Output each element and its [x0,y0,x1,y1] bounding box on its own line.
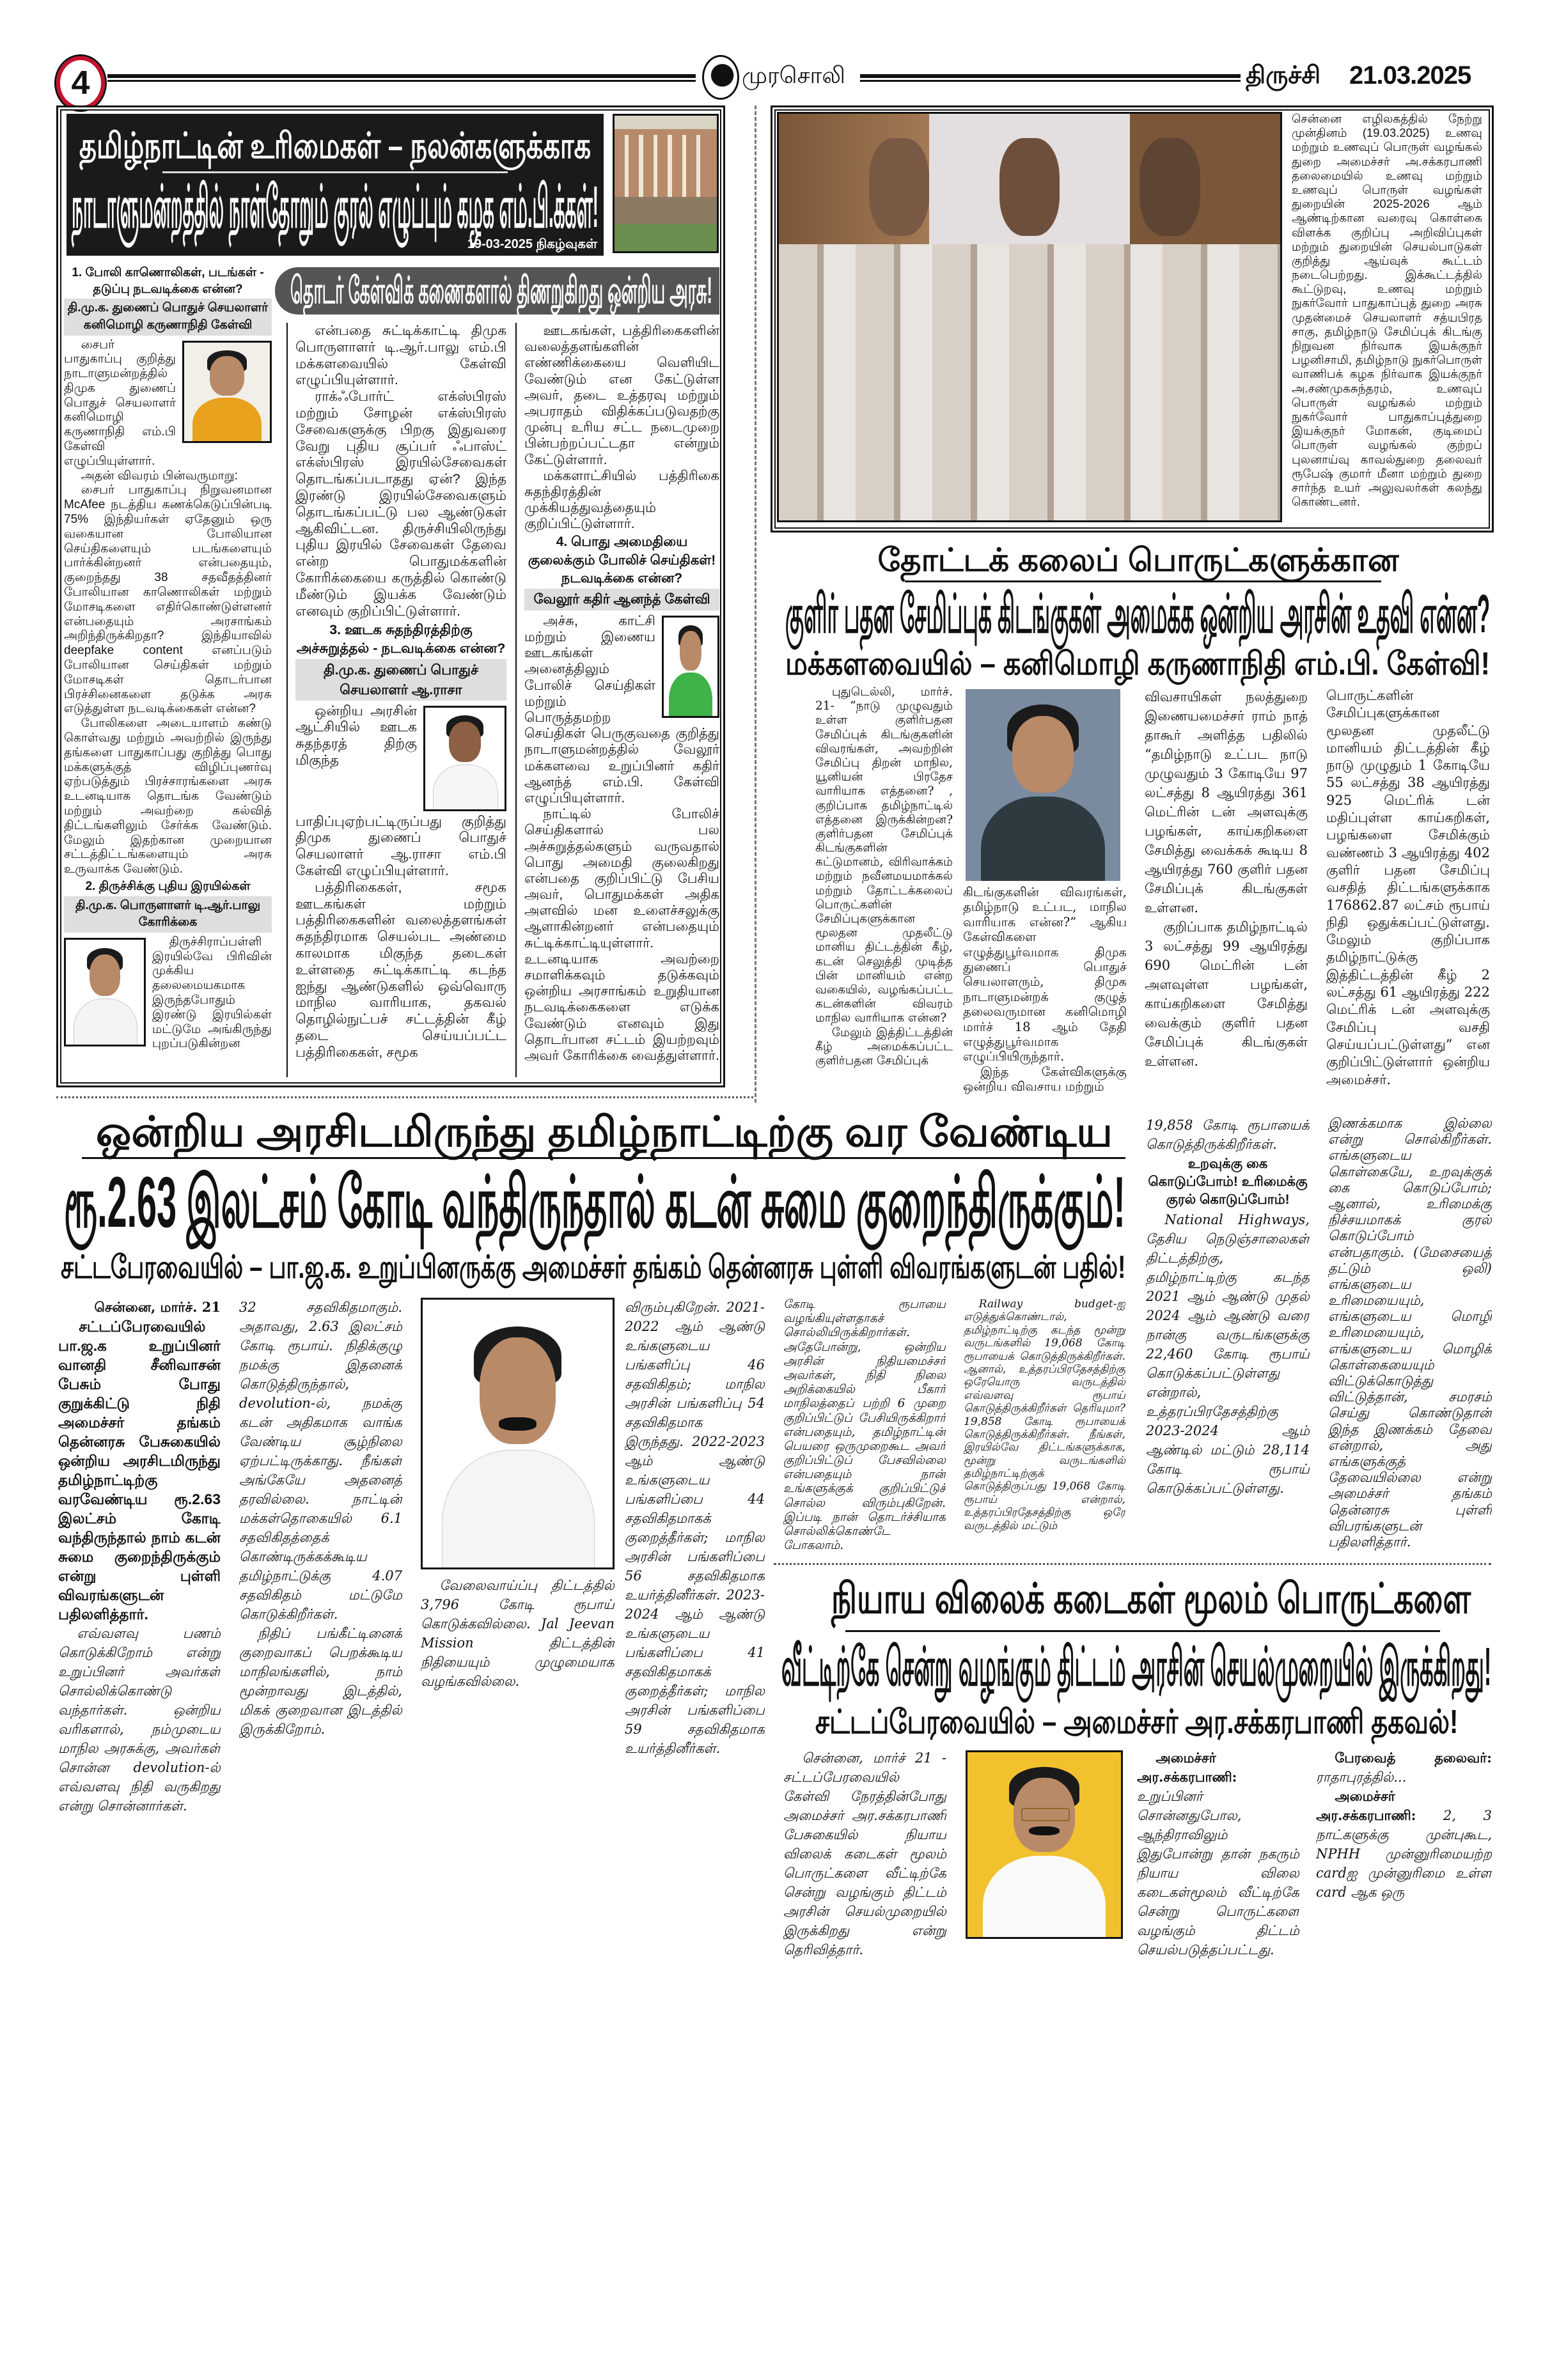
question-2-byline: தி.மு.க. பொருளாளர் டி.ஆர்.பாலு கோரிக்கை [64,896,272,933]
debt-column-6 [964,1298,1125,1557]
paragraph: எவ்வளவு பணம் கொடுக்கிறோம் என்று உறுப்பினர் அவர்கள் சொல்லிக்கொண்டு வந்தார்கள். ஒன்றிய வரிகளால், நம்முடைய மாநில அரசுக்கு, அவர்கள் சொன்ன devolution-ல் எவ்வளவு நிதி வருகிறது என்று சொன்னார்கள். [58,1626,221,1814]
paragraph: அச்சு, காட்சி மற்றும் இணைய ஊடகங்கள் அனைத்திலும் போலிச் செய்திகள் மற்றும் பொருத்தமற்ற செய்திகள் பெருகுவதை குறித்து நாடாளுமன்றத்தில் வேலூர் மக்களவை உறுப்பினர் கதிர் ஆனந்த் எம்.பி. கேள்வி எழுப்பியுள்ளார். [524,613,719,805]
paragraph: விவசாயிகள் நலத்துறை இணையமைச்சர் ராம் நாத் தாகூர் அளித்த பதிலில் “தமிழ்நாடு உட்பட நாடு முழுவதும் 3 கோடியே 97 லட்சத்து 8 ஆயிரத்து 361 மெட்ரின் டன் அளவுக்கு பழங்கள், காய்கறிகளை சேமித்து வைக்கக் கூடிய 8 ஆயிரத்து 760 குளிர் பதன சேமிப்புக் கிடங்குகள் உள்ளன. [1145,689,1308,915]
ration-headline: வீட்டிற்கே சென்று வழங்கும் திட்டம் அரசின் செயல்முறையில் இருக்கிறது! [781,1637,1492,1697]
debt-column-5 [783,1298,946,1557]
paragraph: இணக்கமாக இல்லை என்று சொல்கிறீர்கள். எங்களுடைய கொள்கையே, உறவுக்குக் கை கொடுப்போம்; ஆனால், உரிமைக்கு நிச்சயமாகக் குரல் கொடுப்போம் என்பதாகும். (மேசையைத் தட்டும் ஒலி) எங்களுடைய உரிமையையும், எங்களுடைய மொழி உரிமையையும், எங்களுடைய மொழிக் கொள்கையையும் விட்டுக்கொடுத்து விட்டுத்தான், சமரசம் செய்து கொண்டுதான் இந்த இணக்கம் தேவை என்றால், அது எங்களுக்குத் தேவையில்லை என்று அமைச்சர் தங்கம் தென்னரசு புள்ளி விபரங்களுடன் பதிலளித்தார். [1328,1116,1492,1550]
debt-column-1 [58,1298,221,2346]
meeting-caption [1292,112,1482,522]
cold-storage-headline: குளிர் பதன சேமிப்புக் கிடங்குகள் அமைக்க ஒன்றிய அரசின் உதவி என்ன? [785,584,1491,644]
cold-storage-kicker: தோட்டக் கலைப் பொருட்களுக்கான [877,542,1399,578]
lead-paragraph: சட்டப்பேரவையில் பா.ஜ.க உறுப்பினர் வானதி சீனிவாசன் பேசும் போது குறுக்கிட்டு நிதி அமைச்சர் தங்கம் தென்னரசு பேசுகையில் ஒன்றிய அரசிடமிருந்து தமிழ்நாட்டிற்கு வரவேண்டிய ரூ.2.63 இலட்சம் கோடி வந்திருந்தால் நாம் கடன் சுமை குறைந்திருக்கும் என்று புள்ளி விவரங்களுடன் பதிலளித்தார். [58,1318,221,1622]
cold-storage-column-2 [963,885,1127,1098]
review-meeting-photo [777,112,1282,522]
feature-column-1 [64,263,272,1078]
dateline: சென்னை, மார்ச். 21 [94,1299,221,1315]
paragraph: புதுடெல்லி, மார்ச். 21- “நாடு முழுவதும் உள்ள குளிர்பதன சேமிப்புக் கிடங்குகளின் விவரங்கள், அவற்றின் சேமிப்பு திறன் மாநில, யூனியன் பிரதேச வாரியாக எத்தனை? , குறிப்பாக தமிழ்நாட்டில் எத்தனை இருக்கின்றன? குளிர்பதன சேமிப்புக் கிடங்குகளின் கட்டுமானம், விரிவாக்கம் மற்றும் நவீனமயமாக்கல் மற்றும் தோட்டக்கலைப் பொருட்களின் சேமிப்புகளுக்கான மூலதன முதலீட்டு மானிய திட்டத்தின் கீழ், கடன் செலுத்தி முடித்த பின் மானியம் என்ற வகையில், வழங்கப்பட்ட கடன்களின் விவரம் மாநில வாரியாக என்ன? [815,685,953,1025]
ration-subhead: சட்டப்பேரவையில் – அமைச்சர் அர.சக்கரபாணி தகவல்! [815,1704,1459,1741]
parliament-photo [613,114,719,253]
ration-column-4 [1316,1748,1492,2346]
cold-storage-column-3 [1145,687,1308,1096]
debt-headline: ரூ.2.63 இலட்சம் கோடி வந்திருந்தால் கடன் சுமை குறைந்திருக்கும்! [64,1162,1125,1242]
feature-column-3 [524,323,719,1077]
paragraph: நிதிப் பங்கீட்டினைக் குறைவாகப் பெறக்கூடிய மாநிலங்களில், நாம் மூன்றாவது இடத்தில், மிகக் குறைவான இடத்தில் இருக்கிறோம். [239,1626,402,1737]
paragraph: ஊடகங்கள், பத்திரிகைகளின் வலைத்தளங்களின் எண்ணிக்கையை வெளியிட வேண்டும் என கேட்டுள்ள அவர், தடை உத்தரவு மற்றும் அபராதம் விதிக்கப்படுவதற்கு முன்பு உரிய சட்ட நடைமுறை பின்பற்றப்பட்டதா என்றும் கேட்டுள்ளார். [524,323,719,467]
feature-banner [67,114,604,256]
newspaper-logo: முரசொலி [742,62,845,88]
ration-column-1 [783,1748,946,2346]
paragraph: ராக்ஃபோர்ட் எக்ஸ்பிரஸ் மற்றும் சோழன் எக்ஸ்பிரஸ் சேவைகளுக்கு பிறகு இதுவரை வேறு புதிய சூப்பர் ஃபாஸ்ட் எக்ஸ்பிரஸ் இரயில்சேவைகள் தொடங்கப்படாதது ஏன்? இந்த இரண்டு இரயில்சேவைகளும் தொடங்கப்பட்டு பல ஆண்டுகள் ஆகிவிட்டன. திருச்சியிலிருந்து புதிய இரயில் சேவைகள் தேவை என்ற பொதுமக்களின் கோரிக்கையை கருத்தில் கொண்டு மீண்டும் இயக்க வேண்டும் எனவும் குறிப்பிட்டுள்ளார். [295,389,506,619]
sakkarapani-photo [966,1750,1123,1939]
debt-column-4 [625,1298,765,2346]
paragraph: இந்த கேள்விகளுக்கு ஒன்றிய விவசாய மற்றும் [963,1064,1127,1094]
question-3-byline: தி.மு.க. துணைப் பொதுச் செயலாளர் ஆ.ராசா [295,659,506,700]
kanimozhi-portrait [182,341,272,443]
debt-subhead: சட்டபேரவையில் – பா.ஜ.க. உறுப்பினருக்கு அமைச்சர் தங்கம் தென்னரசு புள்ளி விவரங்களுடன் பதில்! [61,1249,1126,1285]
paragraph: சைபர் பாதுகாப்பு குறித்து நாடாளுமன்றத்தில் திமுக துணைப் பொதுச் செயலாளர் கனிமொழி கருணாநிதி எம்.பி கேள்வி எழுப்பியுள்ளார். [64,338,176,468]
paragraph: சென்னை, மார்ச் 21 - சட்டப்பேரவையில் கேள்வி நேரத்தின்போது அமைச்சர் அர.சக்கரபாணி பேசுகையில் நியாய விலைக் கடைகள் மூலம் பொருட்களை வீட்டிற்கே சென்று வழங்கும் திட்டம் அரசின் செயல்முறையில் இருக்கிறது என்று தெரிவித்தார். [783,1750,946,1957]
caption-text: சென்னை எழிலகத்தில் நேற்று முன்தினம் (19.03.2025) உணவு மற்றும் உணவுப் பொருள் வழங்கல் துறை அமைச்சர் அ.சக்கரபாணி தலைமையில் உணவு மற்றும் உணவுப் பொருள் வழங்கள் துறையின் 2025-2026 ஆம் ஆண்டிற்கான வரைவு கொள்கை விளக்க குறிப்பு அறிவிப்புகள் மற்றும் துறையின் செயல்பாடுகள் குறித்து ஆய்வுக் கூட்டம் நடைபெற்றது. இக்கூட்டத்தில் கூட்டுறவு, உணவு மற்றும் நுகர்வோர் பாதுகாப்புத் துறை அரசு முதன்மைச் செயலாளர் சத்யபிரத சாகு, தமிழ்நாடு சேமிப்புக் கிடங்கு நிறுவன நிர்வாக இயக்குநர் பழனிசாமி, தமிழ்நாடு நுகர்பொருள் வாணிபக் கழக நிர்வாக இயக்குநர் அ.சண்முகசுந்தரம், உணவுப் பொருள் வழங்கல் மற்றும் நுகர்வோர் பாதுகாப்புத்துறை இயக்குநர் மோகன், குடிமைப் பொருள் வழங்கல் குற்றப் புலனாய்வு காவல்துறை தலைவர் ரூபேஷ் குமார் மீனா மற்றும் துறை சார்ந்த உயர் அலுவலர்கள் கலந்து கொண்டனர். [1292,112,1482,509]
paragraph: குறிப்பாக தமிழ்நாட்டில் 3 லட்சத்து 99 ஆயிரத்து 690 மெட்ரின் டன் அளவுள்ள பழங்கள், காய்கறிகளை சேமித்து வைக்கும் குளிர் பதன சேமிப்புக் கிடங்குகள் உள்ளன. [1145,919,1308,1069]
paragraph: பத்திரிகைகள், சமூக ஊடகங்கள் மற்றும் பத்திரிகைகளின் வலைத்தளங்கள் சுதந்திரமாக செயல்பட அண்மை காலமாக மிகுந்த தடைகள் உள்ளதை சுட்டிக்காட்டி கடந்த ஐந்து ஆண்டுகளில் ஒவ்வொரு மாநில வாரியாக, தகவல் தொழில்நுட்பச் சட்டத்தின் கீழ் தடை செய்யப்பட்ட பத்திரிகைகள், சமூக [295,879,506,1060]
cold-storage-subhead: மக்களவையில் – கனிமொழி கருணாநிதி எம்.பி. கேள்வி! [785,646,1491,681]
paragraph: ஒன்றிய அரசின் ஆட்சியில் ஊடக சுதந்தரத் திற்கு மிகுந்த பாதிப்புஏற்பட்டிருப்பது குறித்து திமுக துணைப் பொதுச் செயலாளர் ஆ.ராசா எம்.பி கேள்வி எழுப்பியுள்ளார். [295,703,506,878]
paragraph: விரும்புகிறேன். 2021-2022 ஆம் ஆண்டு உங்களுடைய பங்களிப்பு 46 சதவிகிதம்; மாநில அரசின் பங்களிப்பு 54 சதவிகிதமாக இருந்தது. 2022-2023 ஆம் ஆண்டு உங்களுடைய பங்களிப்பை 44 சதவிகிதமாகக் குறைத்தீர்கள்; மாநில அரசின் பங்களிப்பை 56 சதவிகிதமாக உயர்த்தினீர்கள். 2023-2024 ஆம் ஆண்டு உங்களுடைய பங்களிப்பை 41 சதவிகிதமாகக் குறைத்தீர்கள்; மாநில அரசின் பங்களிப்பை 59 சதவிகிதமாக உயர்த்தினீர்கள். [625,1300,765,1756]
a-raja-portrait [423,706,506,811]
paragraph: நாட்டில் போலிச் செய்திகளால் பல அச்சுறுத்தல்களும் வருவதால் பொது அமைதி குலைகிறது என்பதை குறிப்பிட்டு பேசிய அவர், பொதுமக்கள் அதிக அளவில் மன உளைச்சலுக்கு ஆளாகின்றனர் என்பதையும் சுட்டிக்காட்டியுள்ளார். உடனடியாக அவற்றை சமாளிக்கவும் தடுக்கவும் ஒன்றிய அரசாங்கம் உறுதியான நடவடிக்கைகளை எடுக்க வேண்டும் எனவும் இது தொடர்பான சட்டம் இயற்றவும் அவர் கோரிக்கை வைத்துள்ளார். [524,807,719,1063]
paragraph: 19,858 கோடி ரூபாயைக் கொடுத்திருக்கிறீர்கள். [1146,1117,1310,1152]
ration-column-2 [966,1947,1123,2346]
debt-inline-subhead: உறவுக்கு கை கொடுப்போம்! உரிமைக்கு குரல் கொடுப்போம்! [1148,1156,1308,1207]
speaker-label: பேரவைத் தலைவர்: [1335,1750,1492,1766]
speaker-label: அமைச்சர் அர.சக்கரபாணி: [1316,1788,1416,1823]
paragraph: திருச்சிராப்பள்ளி இரயில்வே பிரிவின் முக்கிய தலைமையகமாக இருந்தபோதும் இரண்டு இரயில்கள் மட்டுமே அங்கிருந்து புறப்படுகின்றன [152,935,272,1051]
header-rule [860,74,1241,82]
kanimozhi-photo [966,689,1120,881]
question-2-title: 2. திருச்சிக்கு புதிய இரயில்கள் [85,879,251,893]
cold-storage-column-1 [815,685,953,1098]
feature-date-tag: 19-03-2025 நிகழ்வுகள் [467,237,597,251]
paragraph: National Highways, தேசிய நெடுஞ்சாலைகள் திட்டத்திற்கு, தமிழ்நாட்டிற்கு கடந்த 2021 ஆம் ஆண்டு முதல் 2024 ஆம் ஆண்டு வரை நான்கு வருடங்களுக்கு 22,460 கோடி ரூபாய் கொடுக்கப்பட்டுள்ளது என்றால், உத்தரப்பிரதேசத்திற்கு 2023-2024 ஆம் ஆண்டில் மட்டும் 28,114 கோடி ரூபாய் கொடுக்கப்பட்டுள்ளது. [1146,1212,1310,1496]
feature-column-2 [295,323,506,1077]
question-1-byline: தி.மு.க. துணைப் பொதுச் செயலாளர் கனிமொழி கருணாநிதி கேள்வி [64,299,272,335]
question-3-title: 3. ஊடக சுதந்திரத்திற்கு அச்சுறுத்தல் - நடவடிக்கை என்ன? [296,622,506,657]
edition-label: திருச்சி [1246,62,1321,89]
page-number: 4 [56,56,105,110]
ration-kicker: நியாய விலைக் கடைகள் மூலம் பொருட்களை [831,1575,1471,1622]
speaker-label: அமைச்சர் அர.சக்கரபாணி: [1137,1750,1237,1785]
paragraph: கோடி ரூபாயை வழங்கியுள்ளதாகச் சொல்லியிருக்கிறார்கள். அதேபோன்று, ஒன்றிய அரசின் நிதியமைச்சர் அவர்கள், நிதி நிலை அறிக்கையில் பீகார் மாநிலத்தைப் பற்றி 6 முறை குறிப்பிட்டுப் பேசியிருக்கிறார் என்பதையும், தமிழ்நாட்டின் பெயரை ஒருமுறைகூட அவர் குறிப்பிட்டுப் பேசவில்லை என்பதையும் நான் உங்களுக்குக் குறிப்பிட்டுச் சொல்ல விரும்புகிறேன். இப்படி நான் தொடர்ச்சியாக சொல்லிக்கொண்டே போகலாம். [783,1298,946,1553]
ration-column-3 [1137,1748,1299,2346]
debt-column-3 [421,1576,615,2346]
logo-icon [702,55,739,100]
question-1-title: 1. போலி காணொலிகள், படங்கள் - தடுப்பு நடவடிக்கை என்ன? [72,266,264,296]
paragraph: கிடங்குகளின் விவரங்கள், தமிழ்நாடு உட்பட, மாநில வாரியாக என்ன?” ஆகிய கேள்விகளை எழுத்துபூர்வமாக திமுக துணைப் பொதுச் செயலாளரும், திமுக நாடாளுமன்றக் குழுத் தலைவருமான கனிமொழி மார்ச் 18 ஆம் தேதி எழுத்துபூர்வமாக எழுப்பியிருந்தார். [963,885,1127,1064]
debt-column-2 [239,1298,402,2346]
feature-subbanner: தொடர் கேள்விக் கணைகளால் திணறுகிறது ஒன்றிய அரசு! [275,267,719,315]
kathir-anand-portrait [662,616,719,718]
feature-headline: நாடாளுமன்றத்தில் நாள்தோறும் குரல் எழுப்பும் கழக எம்.பி.க்கள்! [72,175,599,240]
paragraph: பொருட்களின் சேமிப்புகளுக்கான மூலதன முதலீட்டு மானியம் திட்டத்தின் கீழ் நாடு முழுதும் 1 கோடியே 55 லட்சத்து 38 ஆயிரத்து 925 மெட்ரிக் டன் மதிப்புள்ள காய்கறிகள், பழங்களை சேமிக்கும் வண்ணம் 3 ஆயிரத்து 402 குளிர் பதன சேமிப்பு வசதித் திட்டங்களுக்காக 176862.87 லட்சம் ரூபாய் நிதி ஒதுக்கப்பட்டுள்ளது. மேலும் குறிப்பாக தமிழ்நாட்டுக்கு இத்திட்டத்தின் கீழ் 2 லட்சத்து 61 ஆயிரத்து 222 மெட்ரிக் டன் அளவுக்கு சேமிப்பு வசதி செய்யப்பட்டுள்ளது” என குறிப்பிட்டுள்ளார் ஒன்றிய அமைச்சர். [1326,688,1490,1087]
paragraph: Railway budget-ஐ எடுத்துக்கொண்டால், தமிழ்நாட்டிற்கு கடந்த மூன்று வருடங்களில் 19,068 கோடி ரூபாயைக் கொடுத்திருக்கிறீர்கள். ஆனால், உத்தரப்பிரதேசத்திற்கு ஒரேயொரு வருடத்தில் எவ்வளவு ரூபாய் கொடுத்திருக்கிறீர்கள் தெரியுமா? 19,858 கோடி ரூபாயைக் கொடுத்திருக்கிறீர்கள். நீங்கள், இரயில்வே திட்டங்களுக்காக, மூன்று வருடங்களில் தமிழ்நாட்டிற்குக் கொடுத்திருப்பது 19,068 கோடி ரூபாய் என்றால், உத்தரப்பிரதேசத்திற்கு ஒரே வருடத்தில் மட்டும் [964,1298,1125,1532]
paragraph: வேலைவாய்ப்பு திட்டத்தில் 3,796 கோடி ரூபாய் கொடுக்கவில்லை. Jal Jeevan Mission திட்டத்தின் நிதியையும் முழுமையாக வழங்கவில்லை. [421,1578,615,1689]
debt-column-7 [1146,1116,1310,1557]
cold-storage-column-4 [1326,687,1490,1096]
debt-column-8 [1328,1116,1492,1557]
paragraph: 2, 3 நாட்களுக்கு முன்புகூட, NPHH முன்னுரிமையற்ற cardஐ முன்னுரிமை உள்ள card ஆக ஒரு [1316,1808,1492,1900]
paragraph: போலிகளை அடையாளம் கண்டு கொள்வது மற்றும் அவற்றில் இருந்து தங்களை பாதுகாப்பது குறித்து பொது மக்களுக்குத் விழிப்புணர்வு ஏற்படுத்தும் பிரச்சாரங்களை அரசு உடனடியாக தொடங்க வேண்டும் மற்றும் அவற்றை கல்வித் திட்டங்களிலும் சேர்க்க வேண்டும். மேலும் இதற்கான முறையான சட்டத்திட்டங்களையும் அரசு உருவாக்க வேண்டும். [64,717,272,876]
header-rule [107,74,696,82]
question-4-title: 4. பொது அமைதியை குலைக்கும் போலிச் செய்திகள்! நடவடிக்கை என்ன? [528,534,716,586]
thangam-thennarasu-photo [421,1298,615,1569]
debt-kicker: ஒன்றிய அரசிடமிருந்து தமிழ்நாட்டிற்கு வர வேண்டிய [96,1108,1113,1155]
paragraph: மேலும் இத்திட்டத்தின் கீழ் அமைக்கப்பட்ட குளிர்பதன சேமிப்புக் [815,1025,953,1068]
paragraph: சைபர் பாதுகாப்பு நிறுவனமான McAfee நடத்திய கணக்கெடுப்பின்படி 75% இந்தியர்கள் ஏதேனும் ஒரு வகையான போலியான செய்திகளையும் படங்களையும் பார்க்கின்றனர் என்பதையும், குறைந்தது 38 சதவீதத்தினர் போலியான காணொலிகள் மற்றும் மோசடிகளை எதிர்கொண்டுள்ளனர் என்பதையும் அரசாங்கம் அறிந்திருக்கிறதா? இந்தியாவில் deepfake content எனப்படும் போலியான செய்திகள் மற்றும் மோசடிகள் தொடர்பான பிரச்சினைகளை தடுக்க அரசு எடுத்துள்ள நடவடிக்கைகள் என்ன? [64,483,272,716]
question-4-byline: வேலூர் கதிர் ஆனந்த் கேள்வி [524,589,719,610]
paragraph: ராதாபுரத்தில்... [1316,1769,1407,1785]
paragraph: மக்களாட்சியில் பத்திரிகை சுதந்திரத்தின் முக்கியத்துவத்தையும் குறிப்பிட்டுள்ளார். [524,468,719,532]
paragraph: என்பதை சுட்டிக்காட்டி திமுக பொருளாளர் டி.ஆர்.பாலு எம்.பி மக்களவையில் கேள்வி எழுப்பியுள்ளார். [295,323,506,388]
paragraph: 32 சதவிகிதமாகும். அதாவது, 2.63 இலட்சம் கோடி ரூபாய். நிதிக்குழு நமக்கு இதனைக் கொடுத்திருந்தால், devolution-ல், நமக்கு கடன் அதிகமாக வாங்க வேண்டிய சூழ்நிலை ஏற்பட்டிருக்காது. நீங்கள் அங்கேயே அதனைத் தரவில்லை. நாட்டின் மக்கள்தொகையில் 6.1 சதவிகிதத்தைக் கொண்டிருக்கக்கூடிய தமிழ்நாட்டுக்கு 4.07 சதவிகிதம் மட்டுமே கொடுக்கிறீர்கள். [239,1300,402,1622]
paragraph: அதன் விவரம் பின்வருமாறு: [81,469,238,483]
issue-date: 21.03.2025 [1349,61,1471,89]
paragraph: உறுப்பினர் சொன்னதுபோல, ஆந்திராவிலும் இதுபோன்று தான் நகரும் நியாய விலை கடைகள்மூலம் வீட்டிற்கே சென்று பொருட்களை வழங்கும் திட்டம் செயல்படுத்தப்பட்டது. [1137,1789,1299,1957]
feature-kicker: தமிழ்நாட்டின் உரிமைகள் – நலன்களுக்காக [79,125,591,166]
tr-baalu-portrait [64,938,146,1046]
